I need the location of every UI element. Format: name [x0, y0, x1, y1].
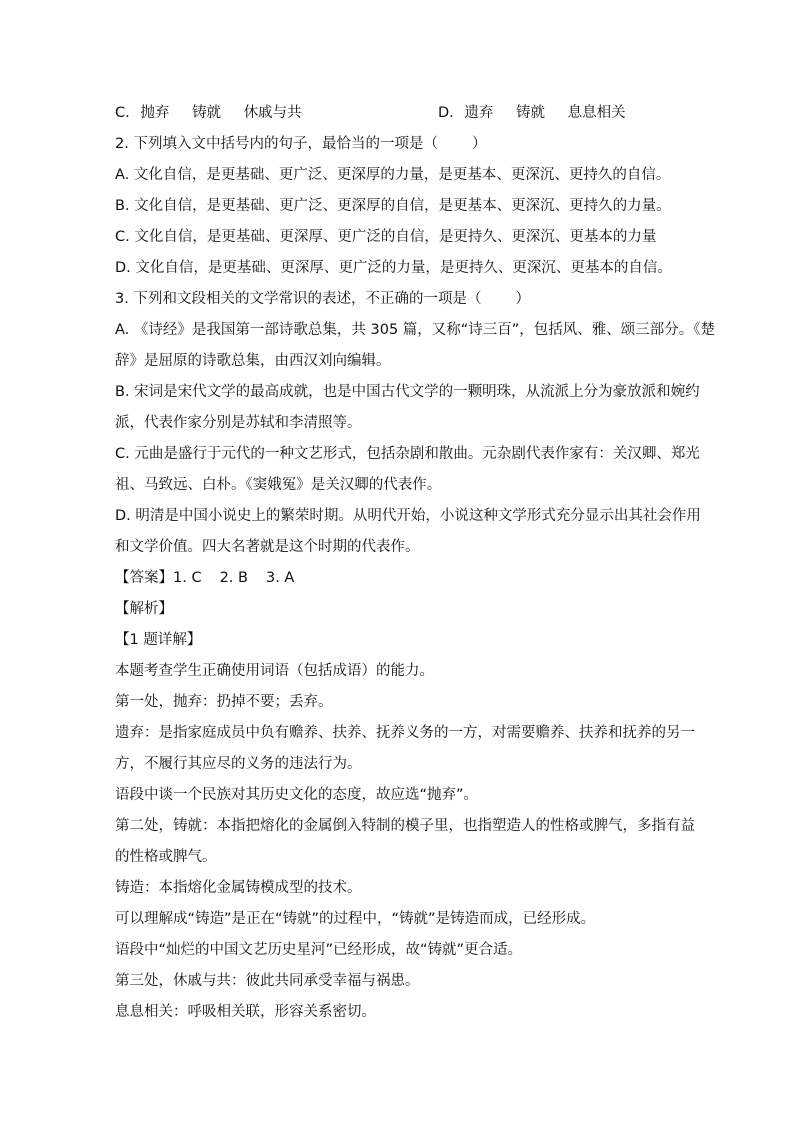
analysis-line: 第一处，抛弃：扔掉不要；丢弃。: [115, 694, 333, 710]
stem-text: 3. 下列和文段相关的文学常识的表述，不正确的一项是（: [115, 291, 482, 307]
q3-option-d-line2: 和文学价值。四大名著就是这个时期的代表作。: [115, 539, 420, 555]
analysis-line: 方，不履行其应尽的义务的违法行为。: [115, 756, 362, 772]
q3-option-b-line1: B. 宋词是宋代文学的最高成就，也是中国古代文学的一颗明珠，从流派上分为豪放派和婉约: [115, 384, 700, 400]
analysis-line: 息息相关：呼吸相关联，形容关系密切。: [115, 1004, 376, 1020]
analysis-line: 语段中谈一个民族对其历史文化的态度，故应选“抛弃”。: [115, 787, 479, 803]
stem-text: 2. 下列填入文中括号内的句子，最恰当的一项是（: [115, 136, 438, 152]
q2-option-b: B. 文化自信，是更基础、更广泛、更深厚的自信，是更基本、更深沉、更持久的力量。: [115, 198, 671, 214]
option-word: 休戚与共: [243, 105, 302, 121]
option-word: 铸就: [516, 105, 545, 121]
answer-line: [115, 568, 685, 588]
stem-bracket: ）: [515, 291, 530, 307]
q2-option-d: D. 文化自信，是更基础、更深厚、更广泛的力量，是更持久、更深沉、更基本的自信。: [115, 260, 672, 276]
option-label: C.: [115, 105, 130, 121]
analysis-line: 语段中“灿烂的中国文艺历史星河”已经形成，故“铸就”更合适。: [115, 942, 523, 958]
analysis-line: 遗弃：是指家庭成员中负有赡养、扶养、抚养义务的一方，对需要赡养、扶养和抚养的另一: [115, 725, 695, 741]
q3-option-b-line2: 派，代表作家分别是苏轼和李清照等。: [115, 415, 362, 431]
option-d-row: [438, 103, 626, 123]
option-word: 铸就: [191, 105, 221, 121]
option-label: D.: [438, 105, 454, 121]
option-word: 抛弃: [140, 105, 170, 121]
analysis-line: 的性格或脾气。: [115, 849, 217, 865]
q3-option-a-line1: A. 《诗经》是我国第一部诗歌总集，共 305 篇，又称“诗三百”，包括风、雅、颂三部分。《楚: [115, 322, 716, 338]
analysis-line: 可以理解成“铸造”是正在“铸就”的过程中，“铸就”是铸造而成，已经形成。: [115, 911, 596, 927]
q3-option-c-line2: 祖、马致远、白朴。《窦娥冤》是关汉卿的代表作。: [115, 477, 442, 493]
question-3-stem: [115, 289, 685, 309]
q3-option-a-line2: 辞》是屈原的诗歌总集，由西汉刘向编辑。: [115, 353, 391, 369]
answer-item: 1. C: [173, 570, 202, 586]
analysis-line: 第三处，休戚与共：彼此共同承受幸福与祸患。: [115, 973, 420, 989]
answer-label: 【答案】: [115, 570, 173, 586]
analysis-label: 【解析】: [115, 601, 173, 617]
q2-option-c: C. 文化自信，是更基础、更深厚、更广泛的自信，是更持久、更深沉、更基本的力量: [115, 229, 657, 245]
analysis-line: 第二处，铸就：本指把熔化的金属倒入特制的模子里，也指塑造人的性格或脾气，多指有益: [115, 818, 695, 834]
option-word: 遗弃: [464, 105, 494, 121]
q2-option-a: A. 文化自信，是更基础、更广泛、更深厚的力量，是更基本、更深沉、更持久的自信。: [115, 167, 671, 183]
option-word: 息息相关: [567, 105, 626, 121]
detail-label: 【1 题详解】: [115, 632, 202, 648]
question-2-stem: [115, 134, 685, 154]
answer-item: 2. B: [219, 570, 248, 586]
option-c-row: [115, 103, 302, 123]
stem-bracket: ）: [471, 136, 487, 152]
q3-option-d-line1: D. 明清是中国小说史上的繁荣时期。从明代开始，小说这种文学形式充分显示出其社会作用: [115, 508, 701, 524]
q3-option-c-line1: C. 元曲是盛行于元代的一种文艺形式，包括杂剧和散曲。元杂剧代表作家有：关汉卿、郑光: [115, 446, 700, 462]
answer-item: 3. A: [265, 570, 295, 586]
analysis-line: 本题考查学生正确使用词语（包括成语）的能力。: [115, 663, 434, 679]
analysis-line: 铸造：本指熔化金属铸模成型的技术。: [115, 880, 362, 896]
